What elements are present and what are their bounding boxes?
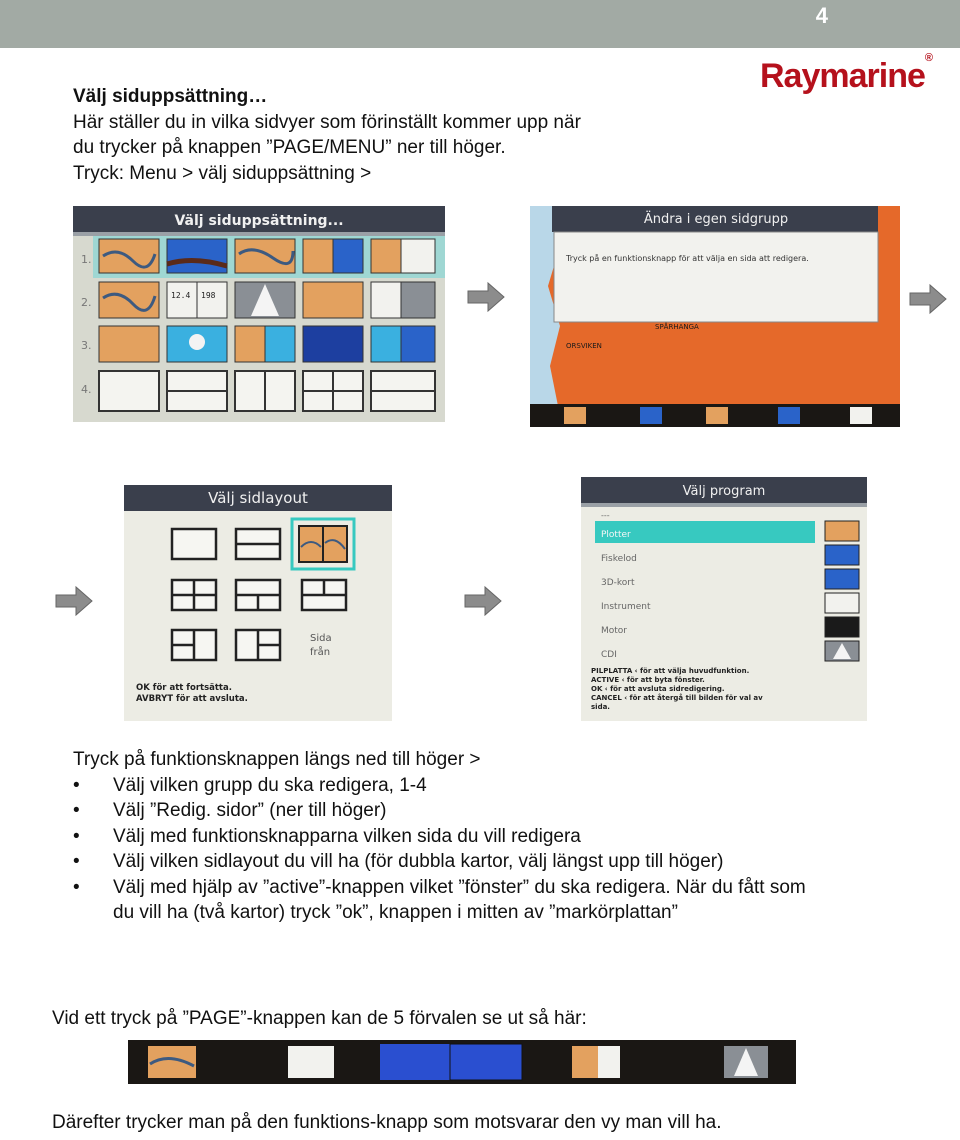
arrow-right-icon <box>463 584 503 618</box>
screen4-title: Välj program <box>682 484 766 499</box>
step-item: • Välj ”Redig. sidor” (ner till höger) <box>73 798 873 824</box>
svg-text:198: 198 <box>201 291 216 300</box>
arrow-right-icon <box>908 282 948 316</box>
screen-select-page-set <box>73 206 445 422</box>
intro-line-1: Här ställer du in vilka sidvyer som förinställt kommer upp när <box>73 111 581 133</box>
screen-edit-page-group <box>530 206 900 427</box>
row-label-4: 4. <box>81 383 92 396</box>
intro-text <box>73 84 713 186</box>
program-item-fiskelod[interactable]: Fiskelod <box>601 554 637 564</box>
place-label-1: SPÅRHANGA <box>655 323 699 331</box>
layout-footer-ok: OK för att fortsätta. <box>136 683 232 693</box>
intro-title: Välj siduppsättning… <box>73 86 268 107</box>
registered-mark: ® <box>924 51 932 64</box>
presets-caption: Vid ett tryck på ”PAGE”-knappen kan de 5 förvalen se ut så här: <box>52 1008 587 1029</box>
side-label-1: Sida <box>310 633 332 644</box>
screen-select-layout <box>124 485 392 721</box>
page-header-bar <box>0 0 960 48</box>
intro-line-3: Tryck: Menu > välj siduppsättning > <box>73 162 372 184</box>
place-label-2: ORSVIKEN <box>566 342 602 350</box>
step-item: • Välj med hjälp av ”active”-knappen vilket ”fönster” du ska redigera. När du fått som du vill ha (två kartor) tryck ”ok”, knappen i mitten av ”markörplattan” <box>73 875 813 926</box>
step-item: • Välj med funktionsknapparna vilken sida du vill redigera <box>73 824 873 850</box>
step-item: • Välj vilken grupp du ska redigera, 1-4 <box>73 773 873 799</box>
program-footer-3: OK ‹ för att avsluta sidredigering. <box>591 685 725 693</box>
raymarine-logo <box>760 51 932 96</box>
instruction-steps <box>73 747 873 926</box>
logo-text: Raymarine <box>760 57 925 95</box>
screen3-title: Välj sidlayout <box>208 489 308 507</box>
program-footer-4: CANCEL ‹ för att återgå till bilden för val av <box>591 694 763 702</box>
step-item: • Välj vilken sidlayout du vill ha (för dubbla kartor, välj längst upp till höger) <box>73 849 873 875</box>
program-footer-1: PILPLATTA ‹ för att välja huvudfunktion. <box>591 667 750 675</box>
program-item-plotter[interactable]: Plotter <box>601 530 631 540</box>
program-footer-2: ACTIVE ‹ för att byta fönster. <box>591 676 705 684</box>
screen1-title: Välj siduppsättning... <box>174 213 344 229</box>
row-label-1: 1. <box>81 253 92 266</box>
program-item-motor[interactable]: Motor <box>601 626 628 636</box>
arrow-right-icon <box>466 280 506 314</box>
presets-strip <box>128 1040 796 1084</box>
screen-select-program <box>581 477 867 721</box>
page-number: 4 <box>815 3 828 28</box>
steps-lead: Tryck på funktionsknappen längs ned till höger > <box>73 749 481 770</box>
screen2-message: Tryck på en funktionsknapp för att välja en sida att redigera. <box>566 254 809 263</box>
intro-line-2: du trycker på knappen ”PAGE/MENU” ner till höger. <box>73 137 506 158</box>
layout-footer-cancel: AVBRYT för att avsluta. <box>136 694 248 704</box>
svg-text:12.4: 12.4 <box>171 291 191 300</box>
arrow-right-icon <box>54 584 94 618</box>
program-item-instrument[interactable]: Instrument <box>601 602 651 612</box>
program-footer-5: sida. <box>591 703 610 711</box>
program-item-cdi[interactable]: CDI <box>601 650 617 660</box>
program-dashes: --- <box>601 511 610 520</box>
closing-text: Därefter trycker man på den funktions-knapp som motsvarar den vy man vill ha. <box>52 1112 722 1133</box>
side-label-2: från <box>310 647 331 658</box>
screen2-title: Ändra i egen sidgrupp <box>643 212 789 227</box>
steps-list <box>73 773 873 926</box>
row-label-3: 3. <box>81 339 92 352</box>
row-label-2: 2. <box>81 296 92 309</box>
program-item-3d[interactable]: 3D-kort <box>601 578 635 588</box>
